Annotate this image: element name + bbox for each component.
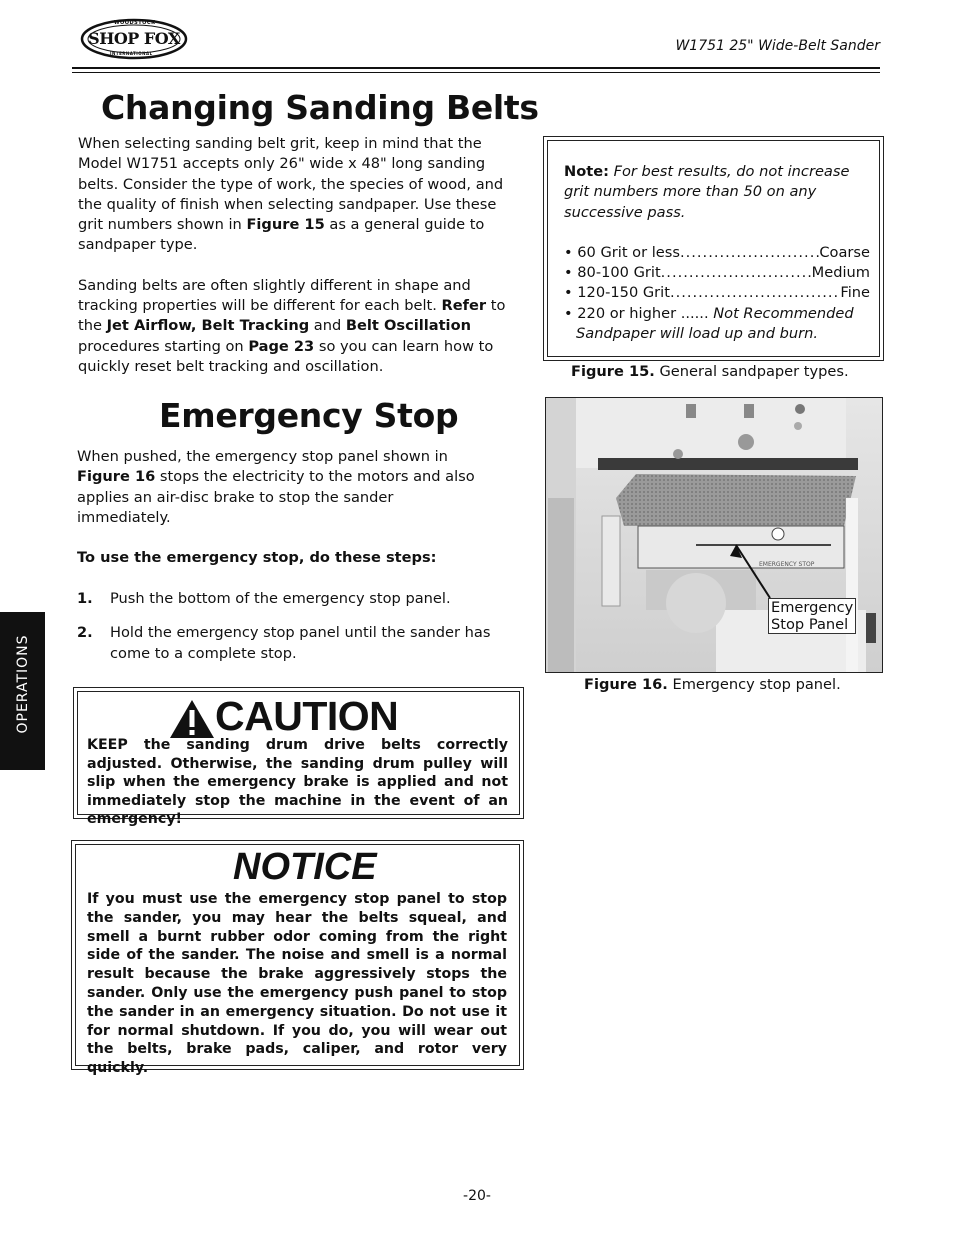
steps-list <box>77 589 522 664</box>
section-tab <box>0 612 45 770</box>
grit-item: • 220 or higher ...... Not Recommended <box>564 304 854 322</box>
figure-16-photo <box>545 397 883 673</box>
grit-note-box <box>543 136 884 361</box>
header-model: W1751 25" Wide-Belt Sander <box>675 38 880 54</box>
logo-small-bottom: INTERNATIONAL <box>110 51 153 56</box>
emergency-stop-callout <box>768 598 856 634</box>
grit-item: • 120-150 Grit ..... Fine <box>564 283 870 303</box>
changing-para-1: When selecting sanding belt grit, keep in mind that the Model W1751 accepts only 26" wide x 48" long sanding belts. Consider the type of work, the species of wood, and the quality of finish when selecting sandpaper. Use these grit numbers shown in Figure 15 as a general guide to sandpaper type. <box>78 135 504 254</box>
warning-triangle-icon <box>169 699 215 739</box>
notice-box <box>71 840 524 1077</box>
header-rule-thin <box>72 72 880 73</box>
callout-line-2: Stop Panel <box>771 616 849 633</box>
caution-text: KEEP the sanding drum drive belts correctly adjusted. Otherwise, the sanding drum pulley will slip when the emergency brake is applied and not immediately stop the machine in the event of an emergency! <box>87 737 508 828</box>
header-rule <box>72 67 880 69</box>
step-item: 2. Hold the emergency stop panel until the sander has come to a complete stop. <box>77 624 491 662</box>
figure-15-caption: Figure 15. General sandpaper types. <box>571 363 849 380</box>
page-number: -20- <box>463 1188 491 1204</box>
section-tab-label: OPERATIONS <box>15 634 31 734</box>
grit-item-cont: Sandpaper will load up and burn. <box>576 325 819 343</box>
changing-belts-title: Changing Sanding Belts <box>101 88 539 127</box>
callout-line-1: Emergency <box>771 599 854 616</box>
notice-title: NOTICE <box>233 846 377 888</box>
emergency-stop-body <box>77 447 477 589</box>
grit-item: • 80-100 Grit ..... Medium <box>564 263 870 283</box>
figure-16-caption: Figure 16. Emergency stop panel. <box>584 676 841 693</box>
changing-para-2: Sanding belts are often slightly different in shape and tracking properties will be different for each belt. Refer to the Jet Airflow, Belt Tracking and Belt Oscillation procedures starting on Page 23 so you can learn how to quickly reset belt tracking and oscillation. <box>78 276 506 375</box>
emergency-para-1: When pushed, the emergency stop panel shown in Figure 16 stops the electricity to the motors and also applies an air-disc brake to stop the sander immediately. <box>77 448 475 526</box>
emergency-stop-panel-label: EMERGENCY STOP <box>759 561 815 568</box>
logo-text: SHOP FOX <box>88 29 180 48</box>
grit-note-content <box>564 162 870 344</box>
grit-item: • 60 Grit or less ..... Coarse <box>564 243 870 263</box>
grit-note-text: Note: For best results, do not increase grit numbers more than 50 on any successive pass. <box>564 163 850 221</box>
steps-heading: To use the emergency stop, do these steps: <box>77 549 437 567</box>
emergency-stop-title: Emergency Stop <box>159 396 459 435</box>
logo-small-top: WOODSTOCK <box>114 20 156 26</box>
shop-fox-logo <box>80 18 188 60</box>
notice-text: If you must use the emergency stop panel to stop the sander, you may hear the belts squeal, and smell a burnt rubber odor coming from the right side of the sander. The noise and smell is a normal result because the brake aggressively stops the sander. Only use the emergency push panel to stop the sander in an emergency situation. Do not use it for normal shutdown. If you do, you will wear out the belts, brake pads, caliper, and rotor very quickly. <box>87 891 507 1077</box>
caution-title: CAUTION <box>215 693 399 739</box>
caution-box <box>73 687 524 828</box>
changing-belts-body <box>78 134 522 397</box>
step-item: 1. Push the bottom of the emergency stop panel. <box>77 590 451 607</box>
